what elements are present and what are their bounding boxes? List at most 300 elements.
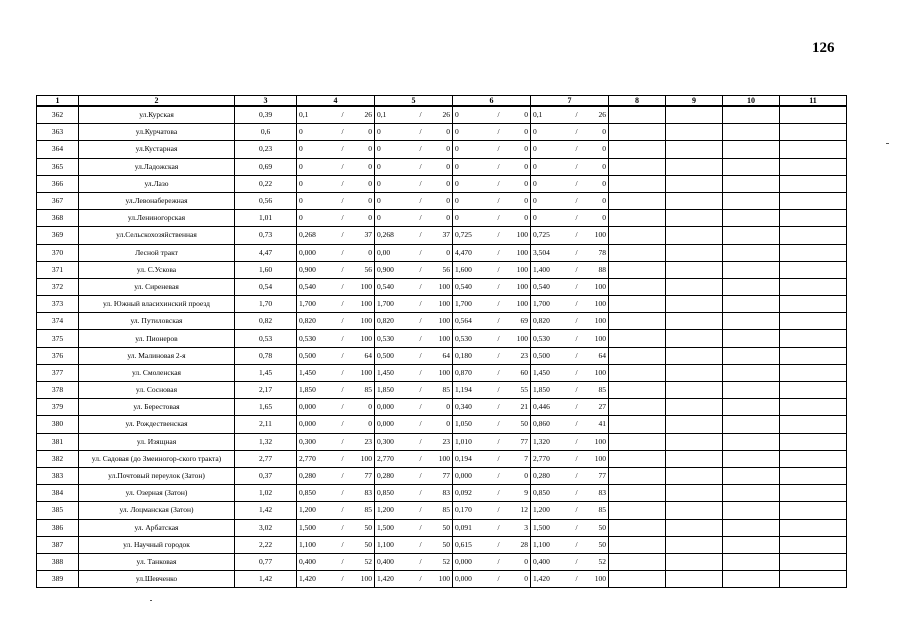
value-pair-cell: [453, 296, 531, 313]
value-pair-cell: [453, 382, 531, 399]
separator: /: [419, 471, 422, 481]
street-name: ул. Танковая: [79, 553, 235, 570]
separator: /: [497, 419, 500, 429]
column-header: 11: [780, 96, 847, 107]
value-percent: 88: [598, 264, 606, 274]
separator: /: [419, 574, 422, 584]
value-km: 0,300: [377, 436, 394, 446]
empty-cell: [666, 502, 723, 519]
street-length: 0,22: [235, 175, 297, 192]
table-row: [37, 330, 847, 347]
value-km: 0,000: [299, 419, 316, 429]
value-km: 0,540: [377, 281, 394, 291]
street-name: ул. Путиловская: [79, 313, 235, 330]
value-km: 0: [455, 178, 459, 188]
value-km: 1,850: [377, 385, 394, 395]
empty-cell: [666, 364, 723, 381]
empty-cell: [609, 227, 666, 244]
value-km: 0,400: [533, 556, 550, 566]
value-percent: 0: [602, 178, 606, 188]
value-km: 0: [533, 144, 537, 154]
table-row: [37, 364, 847, 381]
separator: /: [341, 350, 344, 360]
value-pair-cell: [531, 450, 609, 467]
value-percent: 0: [368, 213, 372, 223]
table-row: [37, 416, 847, 433]
value-pair-cell: [453, 536, 531, 553]
value-km: 1,500: [299, 522, 316, 532]
page-number: 126: [812, 40, 835, 56]
separator: /: [497, 264, 500, 274]
empty-cell: [666, 227, 723, 244]
separator: /: [419, 453, 422, 463]
header-row: [37, 96, 847, 107]
street-name: ул.Лазо: [79, 175, 235, 192]
separator: /: [419, 522, 422, 532]
value-pair-cell: [453, 261, 531, 278]
separator: /: [497, 556, 500, 566]
table-row: [37, 536, 847, 553]
empty-cell: [723, 192, 780, 209]
value-pair-cell: [453, 227, 531, 244]
empty-cell: [609, 467, 666, 484]
empty-cell: [723, 261, 780, 278]
value-km: 0,170: [455, 505, 472, 515]
value-percent: 0: [368, 178, 372, 188]
value-km: 0,180: [455, 350, 472, 360]
empty-cell: [780, 519, 847, 536]
value-percent: 100: [594, 299, 606, 309]
value-pair-cell: [375, 467, 453, 484]
value-percent: 85: [598, 385, 606, 395]
separator: /: [341, 144, 344, 154]
separator: /: [341, 556, 344, 566]
value-pair-cell: [297, 467, 375, 484]
separator: /: [575, 419, 578, 429]
empty-cell: [723, 347, 780, 364]
value-pair-cell: [375, 450, 453, 467]
table-row: [37, 244, 847, 261]
empty-cell: [609, 106, 666, 124]
value-km: 0,725: [533, 230, 550, 240]
value-pair-cell: [297, 433, 375, 450]
value-km: 0: [299, 213, 303, 223]
column-header: 7: [531, 96, 609, 107]
separator: /: [341, 367, 344, 377]
value-percent: 50: [364, 522, 372, 532]
value-km: 0,000: [377, 419, 394, 429]
value-percent: 69: [520, 316, 528, 326]
value-km: 0,268: [299, 230, 316, 240]
value-km: 0: [377, 213, 381, 223]
value-km: 0,615: [455, 539, 472, 549]
value-percent: 100: [438, 299, 450, 309]
row-number: 384: [37, 485, 79, 502]
empty-cell: [609, 536, 666, 553]
value-pair-cell: [531, 433, 609, 450]
value-percent: 56: [364, 264, 372, 274]
empty-cell: [666, 106, 723, 124]
value-percent: 0: [524, 178, 528, 188]
value-percent: 0: [446, 419, 450, 429]
table-row: [37, 519, 847, 536]
value-pair-cell: [531, 536, 609, 553]
street-length: 0,53: [235, 330, 297, 347]
value-percent: 0: [446, 178, 450, 188]
separator: /: [419, 161, 422, 171]
separator: /: [575, 556, 578, 566]
separator: /: [497, 367, 500, 377]
value-km: 0: [299, 178, 303, 188]
empty-cell: [780, 364, 847, 381]
row-number: 389: [37, 571, 79, 588]
value-percent: 100: [438, 367, 450, 377]
value-pair-cell: [453, 467, 531, 484]
separator: /: [575, 299, 578, 309]
separator: /: [497, 471, 500, 481]
street-name: ул.Почтовый переулок (Затон): [79, 467, 235, 484]
separator: /: [419, 385, 422, 395]
value-percent: 0: [446, 144, 450, 154]
column-header: 6: [453, 96, 531, 107]
separator: /: [575, 110, 578, 120]
table-row: [37, 175, 847, 192]
empty-cell: [666, 244, 723, 261]
value-percent: 83: [364, 488, 372, 498]
table-row: [37, 296, 847, 313]
value-pair-cell: [297, 347, 375, 364]
street-name: ул. Озерная (Затон): [79, 485, 235, 502]
separator: /: [497, 127, 500, 137]
separator: /: [341, 281, 344, 291]
street-name: ул. Берестовая: [79, 399, 235, 416]
value-km: 1,420: [533, 574, 550, 584]
value-km: 1,850: [299, 385, 316, 395]
empty-cell: [666, 175, 723, 192]
value-percent: 21: [520, 402, 528, 412]
value-km: 1,194: [455, 385, 472, 395]
value-percent: 100: [360, 299, 372, 309]
separator: /: [575, 144, 578, 154]
separator: /: [419, 539, 422, 549]
row-number: 387: [37, 536, 79, 553]
value-pair-cell: [297, 261, 375, 278]
separator: /: [497, 178, 500, 188]
value-percent: 0: [602, 127, 606, 137]
table-row: [37, 347, 847, 364]
value-percent: 50: [364, 539, 372, 549]
value-percent: 64: [598, 350, 606, 360]
value-percent: 0: [446, 127, 450, 137]
separator: /: [497, 436, 500, 446]
row-number: 370: [37, 244, 79, 261]
table-row: [37, 192, 847, 209]
table-row: [37, 313, 847, 330]
value-km: 0,000: [455, 556, 472, 566]
value-km: 0,194: [455, 453, 472, 463]
separator: /: [419, 333, 422, 343]
street-length: 0,77: [235, 553, 297, 570]
separator: /: [497, 539, 500, 549]
street-length: 2,77: [235, 450, 297, 467]
street-name: ул.Сельскохозяйственная: [79, 227, 235, 244]
empty-cell: [723, 330, 780, 347]
value-percent: 50: [442, 522, 450, 532]
empty-cell: [666, 485, 723, 502]
value-pair-cell: [375, 175, 453, 192]
separator: /: [575, 161, 578, 171]
value-percent: 60: [520, 367, 528, 377]
separator: /: [575, 178, 578, 188]
separator: /: [341, 471, 344, 481]
value-percent: 26: [442, 110, 450, 120]
separator: /: [575, 367, 578, 377]
value-km: 0,820: [533, 316, 550, 326]
value-percent: 0: [524, 213, 528, 223]
empty-cell: [666, 124, 723, 141]
separator: /: [341, 419, 344, 429]
empty-cell: [609, 416, 666, 433]
empty-cell: [780, 210, 847, 227]
value-pair-cell: [375, 141, 453, 158]
separator: /: [575, 230, 578, 240]
empty-cell: [780, 175, 847, 192]
value-percent: 100: [438, 333, 450, 343]
separator: /: [341, 161, 344, 171]
empty-cell: [666, 330, 723, 347]
row-number: 385: [37, 502, 79, 519]
value-km: 0,500: [533, 350, 550, 360]
value-km: 0: [455, 110, 459, 120]
value-percent: 41: [598, 419, 606, 429]
row-number: 375: [37, 330, 79, 347]
table-row: [37, 433, 847, 450]
row-number: 367: [37, 192, 79, 209]
empty-cell: [780, 192, 847, 209]
empty-cell: [609, 330, 666, 347]
row-number: 379: [37, 399, 79, 416]
street-length: 0,73: [235, 227, 297, 244]
value-km: 0: [533, 196, 537, 206]
value-km: 0,725: [455, 230, 472, 240]
empty-cell: [780, 382, 847, 399]
value-percent: 100: [594, 230, 606, 240]
table-row: [37, 399, 847, 416]
value-pair-cell: [375, 158, 453, 175]
value-km: 0,1: [533, 110, 543, 120]
row-number: 364: [37, 141, 79, 158]
value-pair-cell: [375, 571, 453, 588]
empty-cell: [666, 399, 723, 416]
value-pair-cell: [453, 175, 531, 192]
separator: /: [497, 110, 500, 120]
value-pair-cell: [375, 519, 453, 536]
value-pair-cell: [375, 364, 453, 381]
value-pair-cell: [297, 399, 375, 416]
value-km: 1,700: [299, 299, 316, 309]
value-percent: 23: [364, 436, 372, 446]
value-percent: 0: [446, 402, 450, 412]
value-pair-cell: [531, 227, 609, 244]
empty-cell: [609, 399, 666, 416]
table-row: [37, 227, 847, 244]
value-percent: 37: [442, 230, 450, 240]
value-km: 0: [533, 213, 537, 223]
empty-cell: [609, 124, 666, 141]
column-header: 3: [235, 96, 297, 107]
value-percent: 0: [524, 144, 528, 154]
scan-mark: [886, 143, 889, 144]
separator: /: [497, 453, 500, 463]
empty-cell: [609, 141, 666, 158]
value-pair-cell: [297, 210, 375, 227]
street-length: 1,42: [235, 571, 297, 588]
separator: /: [419, 402, 422, 412]
separator: /: [497, 385, 500, 395]
value-pair-cell: [453, 399, 531, 416]
separator: /: [341, 110, 344, 120]
value-km: 1,450: [299, 367, 316, 377]
value-percent: 100: [360, 453, 372, 463]
value-percent: 100: [360, 316, 372, 326]
value-pair-cell: [531, 399, 609, 416]
separator: /: [575, 350, 578, 360]
value-pair-cell: [453, 106, 531, 124]
separator: /: [419, 178, 422, 188]
separator: /: [575, 213, 578, 223]
separator: /: [419, 556, 422, 566]
value-pair-cell: [375, 433, 453, 450]
separator: /: [341, 453, 344, 463]
street-length: 0,39: [235, 106, 297, 124]
empty-cell: [780, 106, 847, 124]
empty-cell: [780, 278, 847, 295]
street-name: ул. Арбатская: [79, 519, 235, 536]
value-pair-cell: [531, 364, 609, 381]
street-length: 1,32: [235, 433, 297, 450]
separator: /: [575, 316, 578, 326]
empty-cell: [780, 313, 847, 330]
table-row: [37, 261, 847, 278]
separator: /: [575, 196, 578, 206]
street-length: 0,69: [235, 158, 297, 175]
value-pair-cell: [531, 347, 609, 364]
separator: /: [497, 522, 500, 532]
separator: /: [575, 453, 578, 463]
value-km: 0: [377, 144, 381, 154]
value-km: 0,000: [299, 402, 316, 412]
separator: /: [497, 144, 500, 154]
empty-cell: [609, 175, 666, 192]
value-percent: 85: [442, 505, 450, 515]
value-km: 4,470: [455, 247, 472, 257]
value-percent: 100: [594, 367, 606, 377]
value-percent: 100: [594, 333, 606, 343]
value-percent: 52: [442, 556, 450, 566]
street-length: 0,23: [235, 141, 297, 158]
empty-cell: [609, 502, 666, 519]
value-percent: 26: [364, 110, 372, 120]
empty-cell: [723, 158, 780, 175]
table-row: [37, 158, 847, 175]
empty-cell: [609, 296, 666, 313]
value-km: 0: [533, 161, 537, 171]
value-pair-cell: [297, 124, 375, 141]
empty-cell: [609, 571, 666, 588]
street-length: 1,45: [235, 364, 297, 381]
value-percent: 100: [594, 281, 606, 291]
separator: /: [341, 213, 344, 223]
separator: /: [341, 402, 344, 412]
empty-cell: [609, 519, 666, 536]
value-km: 1,500: [533, 522, 550, 532]
value-pair-cell: [375, 106, 453, 124]
separator: /: [419, 247, 422, 257]
value-km: 0,870: [455, 367, 472, 377]
separator: /: [575, 488, 578, 498]
value-percent: 26: [598, 110, 606, 120]
row-number: 366: [37, 175, 79, 192]
value-km: 0,500: [377, 350, 394, 360]
street-name: ул.Шевченко: [79, 571, 235, 588]
row-number: 365: [37, 158, 79, 175]
value-km: 1,450: [377, 367, 394, 377]
value-km: 0,564: [455, 316, 472, 326]
street-name: Лесной тракт: [79, 244, 235, 261]
empty-cell: [723, 364, 780, 381]
street-length: 2,22: [235, 536, 297, 553]
value-percent: 7: [524, 453, 528, 463]
table-row: [37, 382, 847, 399]
value-km: 1,500: [377, 522, 394, 532]
empty-cell: [609, 382, 666, 399]
empty-cell: [666, 433, 723, 450]
table-row: [37, 571, 847, 588]
street-length: 4,47: [235, 244, 297, 261]
value-pair-cell: [375, 313, 453, 330]
value-percent: 0: [368, 402, 372, 412]
value-pair-cell: [297, 571, 375, 588]
value-percent: 50: [520, 419, 528, 429]
value-km: 1,700: [377, 299, 394, 309]
value-pair-cell: [531, 519, 609, 536]
street-name: ул. Лоцманская (Затон): [79, 502, 235, 519]
value-pair-cell: [453, 553, 531, 570]
value-percent: 0: [368, 161, 372, 171]
empty-cell: [723, 278, 780, 295]
value-pair-cell: [453, 571, 531, 588]
value-pair-cell: [375, 416, 453, 433]
value-pair-cell: [297, 364, 375, 381]
street-length: 0,54: [235, 278, 297, 295]
value-km: 0,000: [299, 247, 316, 257]
value-pair-cell: [531, 244, 609, 261]
row-number: 373: [37, 296, 79, 313]
value-km: 0,400: [377, 556, 394, 566]
empty-cell: [723, 382, 780, 399]
separator: /: [419, 316, 422, 326]
separator: /: [497, 161, 500, 171]
value-pair-cell: [531, 502, 609, 519]
empty-cell: [609, 244, 666, 261]
column-header: 1: [37, 96, 79, 107]
separator: /: [341, 385, 344, 395]
value-percent: 12: [520, 505, 528, 515]
value-percent: 100: [516, 264, 528, 274]
empty-cell: [666, 158, 723, 175]
value-pair-cell: [297, 382, 375, 399]
value-pair-cell: [453, 158, 531, 175]
